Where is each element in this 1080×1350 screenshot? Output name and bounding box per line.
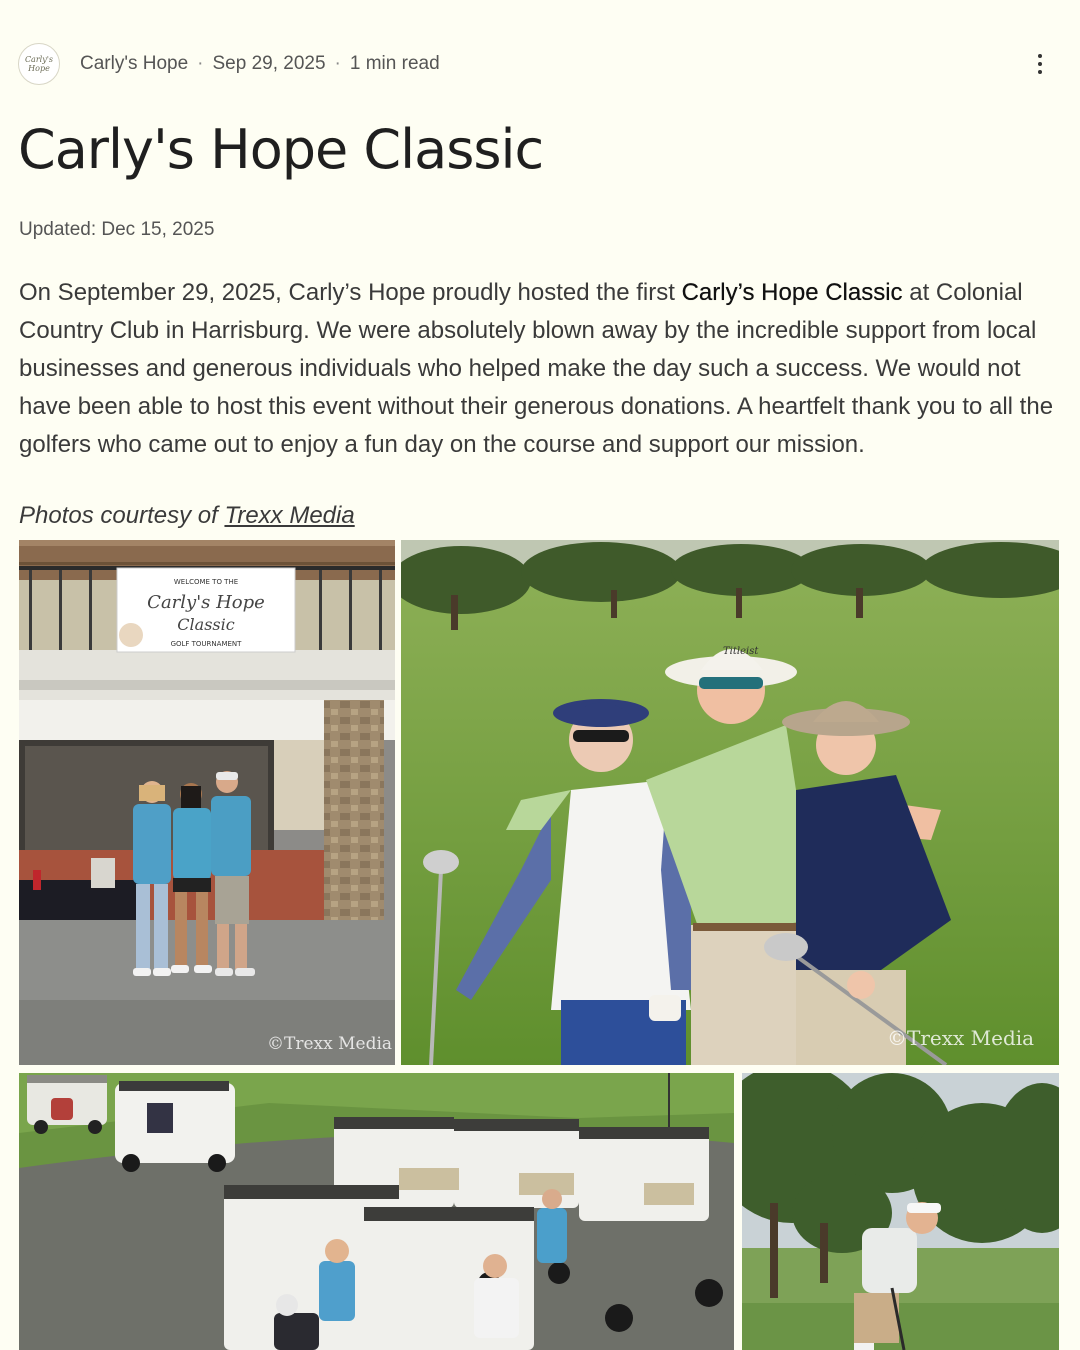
photo-three-golfers-image [401,540,1059,1065]
credit-link[interactable]: Trexx Media [224,502,355,529]
banner-line1: WELCOME TO THE [173,578,239,586]
meta-text [80,53,440,75]
author-name[interactable]: Carly's Hope [80,53,189,74]
photo-golfer-swing-image [742,1073,1059,1350]
photo-golf-carts-image [19,1073,734,1350]
banner-line4: GOLF TOURNAMENT [170,640,242,648]
watermark: ©Trexx Media [267,1034,393,1054]
body-text-1: On September 29, 2025, Carly’s Hope proudly hosted the first [19,279,682,306]
post-title: Carly's Hope Classic [18,118,544,181]
photo-clubhouse-volunteers[interactable] [19,540,395,1065]
avatar-logo-text: Carly's Hope [24,55,54,73]
more-vertical-icon[interactable] [1026,50,1054,78]
separator-dot: · [197,53,204,74]
credit-prefix: Photos courtesy of [19,502,225,529]
watermark: ©Trexx Media [887,1026,1035,1050]
author-avatar[interactable] [18,43,60,85]
cap-brand: Titleist [723,646,759,657]
body-bold-event-name: Carly’s Hope Classic [681,279,903,306]
photo-golf-carts[interactable] [19,1073,734,1350]
separator-dot: · [334,53,341,74]
photo-three-golfers[interactable] [401,540,1059,1065]
read-time: 1 min read [349,53,440,74]
banner-line2: Carly's Hope [147,592,265,613]
post-body [19,274,1064,464]
post-date: Sep 29, 2025 [212,53,326,74]
banner-line3: Classic [177,615,235,634]
photo-clubhouse-image [19,540,395,1065]
body-text-2: at Colonial Country Club in Harrisburg. We were absolutely blown away by the incredible support from local businesses and generous individuals who helped make the day such a success. We would not have been able to host this event without their generous donations. A heartfelt thank you to all the golfers who came out to enjoy a fun day on the course and support our mission. [19,279,1054,458]
photo-golfer-swing[interactable] [742,1073,1059,1350]
updated-date: Updated: Dec 15, 2025 [19,219,215,240]
photo-credit [19,502,355,530]
post-meta [18,44,440,84]
